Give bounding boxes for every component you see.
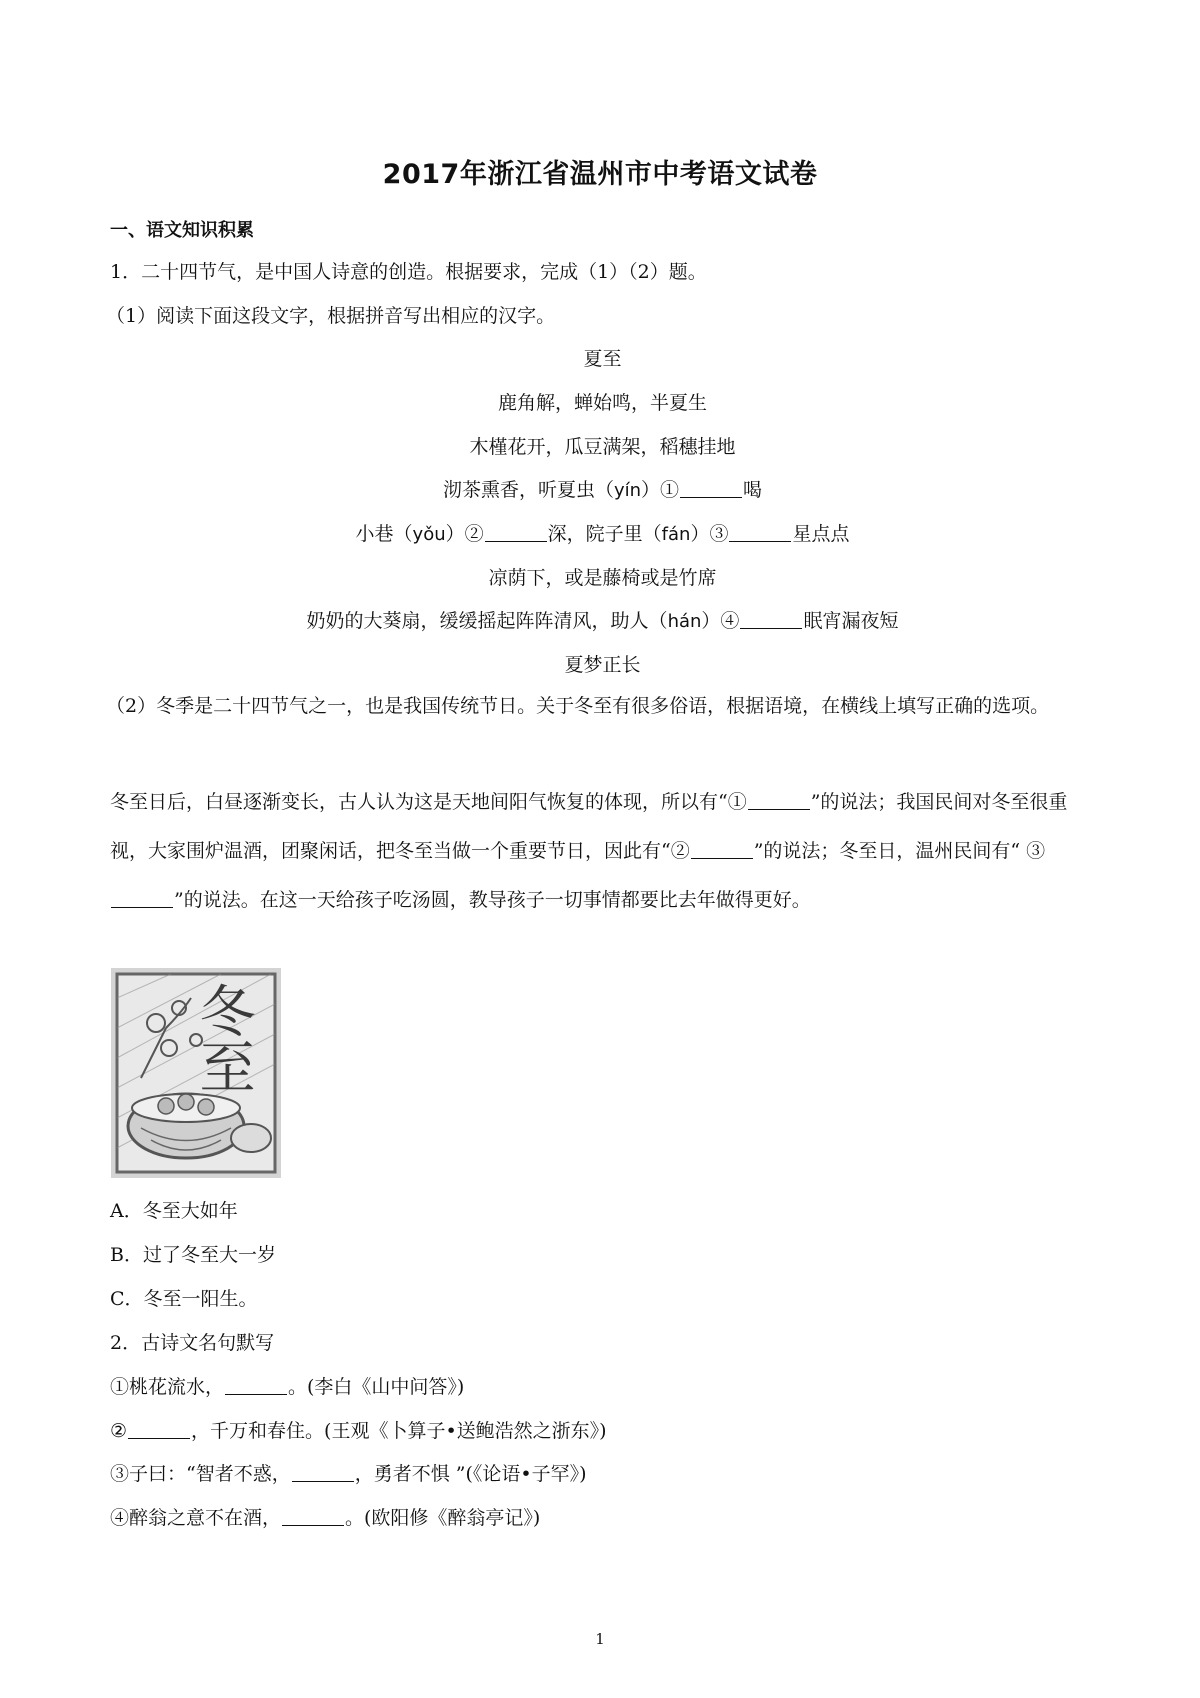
answer-blank-4[interactable] (740, 610, 802, 629)
poem-text: ）② (445, 523, 484, 545)
recitation-blank-2[interactable] (128, 1420, 190, 1439)
question-1-part-2: （2）冬季是二十四节气之一，也是我国传统节日。关于冬至有很多俗语，根据语境，在横线上填写正确的选项。 (106, 695, 1050, 717)
recitation-line-3 (110, 1459, 587, 1486)
poem-text: ）④ (701, 610, 740, 632)
option-c: C．冬至一阳生。 (110, 1288, 258, 1310)
recitation-text: ①桃花流水， (110, 1376, 225, 1398)
context-text: 冬至日后，白昼逐渐变长，古人认为这是天地间阳气恢复的体现，所以有“① (110, 791, 747, 813)
poem-text: 深，院子里（ (547, 523, 662, 545)
context-blank-2[interactable] (691, 840, 753, 859)
recitation-text: ④醉翁之意不在酒， (110, 1507, 282, 1529)
pinyin-yin: yín (613, 480, 642, 501)
poem-text: 星点点 (792, 523, 850, 545)
poem-line-4 (110, 519, 1095, 546)
pinyin-fan: fán (661, 524, 691, 545)
option-a: A．冬至大如年 (110, 1200, 238, 1222)
recitation-line-4 (110, 1503, 540, 1530)
recitation-blank-3[interactable] (292, 1463, 354, 1482)
poem-line-2: 木槿花开，瓜豆满架，稻穗挂地 (469, 436, 736, 458)
poem-line-5: 凉荫下，或是藤椅或是竹席 (488, 567, 717, 589)
recitation-text: ② (110, 1420, 128, 1442)
poem-text: 沏茶熏香，听夏虫（ (442, 479, 614, 501)
dongzhi-stamp-image (111, 968, 281, 1178)
context-text: ”的说法；冬至日，温州民间有“ ③ (753, 840, 1046, 862)
recitation-text: ，勇者不惧 ”(《论语•子罕》) (354, 1463, 587, 1485)
poem-text: ）③ (690, 523, 729, 545)
poem-text: 喝 (743, 479, 763, 501)
poem-title: 夏至 (583, 348, 622, 370)
poem-text: 眠宵漏夜短 (803, 610, 899, 632)
recitation-blank-1[interactable] (225, 1376, 287, 1395)
poem-text: 小巷（ (355, 523, 413, 545)
context-blank-3[interactable] (111, 889, 173, 908)
recitation-line-1 (110, 1372, 464, 1399)
pinyin-you: yǒu (412, 524, 446, 545)
context-text: ”的说法；我国民间对冬至很重视，大家围炉温酒，团聚闲话，把冬至当做一个重要节日，因此有“② (110, 791, 1068, 862)
poem-line-3 (110, 475, 1095, 502)
page-title: 2017年浙江省温州市中考语文试卷 (382, 159, 818, 190)
stamp-calligraphy: 冬至 (190, 982, 256, 1094)
context-blank-1[interactable] (748, 791, 810, 810)
recitation-blank-4[interactable] (282, 1507, 344, 1526)
poem-line-6 (110, 606, 1095, 633)
question-2-stem: 2．古诗文名句默写 (110, 1332, 275, 1354)
section-heading: 一、语文知识积累 (110, 220, 254, 241)
answer-blank-2[interactable] (485, 523, 547, 542)
poem-line-1: 鹿角解，蝉始鸣，半夏生 (497, 392, 707, 414)
answer-blank-1[interactable] (680, 479, 742, 498)
recitation-text: 。(李白《山中问答》) (288, 1376, 465, 1398)
context-paragraph (110, 778, 1095, 925)
recitation-line-2 (110, 1416, 607, 1443)
page-number: 1 (595, 1630, 605, 1648)
poem-text: 奶奶的大葵扇，缓缓摇起阵阵清风，助人（ (306, 610, 668, 632)
recitation-text: 。(欧阳修《醉翁亭记》) (345, 1507, 541, 1529)
question-1-part-1: （1）阅读下面这段文字，根据拼音写出相应的汉字。 (106, 305, 556, 327)
option-b: B．过了冬至大一岁 (110, 1244, 276, 1266)
poem-text: ）① (641, 479, 680, 501)
recitation-text: ，千万和春住。(王观《卜算子•送鲍浩然之浙东》) (191, 1420, 607, 1442)
answer-blank-3[interactable] (729, 523, 791, 542)
question-1-stem: 1．二十四节气，是中国人诗意的创造。根据要求，完成（1）（2）题。 (110, 261, 707, 283)
pinyin-han: hán (667, 611, 702, 632)
poem-line-7: 夏梦正长 (564, 654, 641, 676)
recitation-text: ③子曰：“智者不惑， (110, 1463, 291, 1485)
context-text: ”的说法。在这一天给孩子吃汤圆，教导孩子一切事情都要比去年做得更好。 (174, 889, 811, 911)
